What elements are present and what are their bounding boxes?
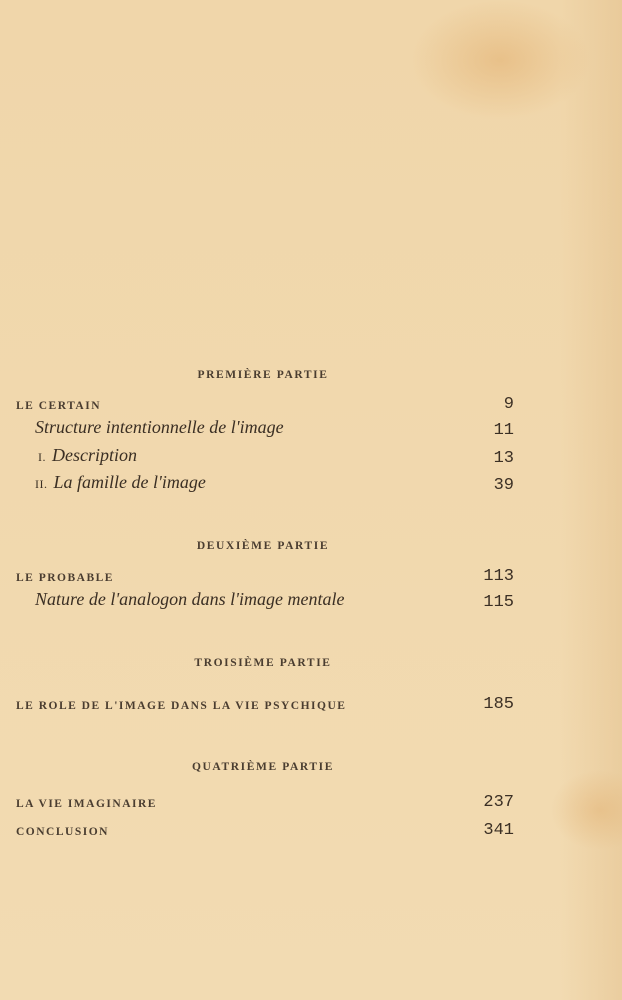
- toc-entry-conclusion: [0, 818, 622, 842]
- entry-label: CONCLUSION: [16, 826, 109, 838]
- entry-numeral: I.: [38, 450, 46, 464]
- entry-page-number: 341: [483, 821, 514, 840]
- part-heading-2: DEUXIÈME PARTIE: [196, 540, 330, 552]
- entry-page-number: 185: [483, 695, 514, 714]
- entry-label-group: [35, 472, 206, 493]
- entry-label-group: [38, 445, 137, 466]
- entry-page-number: 9: [503, 395, 514, 414]
- toc-entry-structure: [0, 418, 622, 442]
- part-heading-4: QUATRIÈME PARTIE: [191, 761, 334, 773]
- entry-numeral: II.: [35, 477, 48, 491]
- toc-entry-famille: [0, 473, 622, 497]
- entry-page-number: 11: [493, 421, 514, 440]
- part-heading-1: PREMIÈRE PARTIE: [197, 369, 329, 381]
- entry-label: La famille de l'image: [53, 472, 206, 492]
- entry-label: Nature de l'analogon dans l'image mentale: [35, 589, 345, 609]
- entry-label: LE PROBABLE: [16, 572, 114, 584]
- entry-page-number: 13: [493, 449, 514, 468]
- part-heading-3: TROISIÈME PARTIE: [194, 657, 332, 669]
- entry-label: Structure intentionnelle de l'image: [35, 417, 284, 437]
- entry-page-number: 39: [493, 476, 514, 495]
- entry-label: Description: [52, 445, 137, 465]
- entry-page-number: 237: [483, 793, 514, 812]
- toc-entry-role-image: [0, 692, 622, 716]
- toc-entry-description: [0, 446, 622, 470]
- toc-entry-nature-analogon: [0, 590, 622, 614]
- toc-entry-le-probable: [0, 564, 622, 588]
- toc-entry-le-certain: [0, 392, 622, 416]
- entry-label: LA VIE IMAGINAIRE: [16, 798, 157, 810]
- entry-page-number: 115: [483, 593, 514, 612]
- entry-page-number: 113: [483, 567, 514, 586]
- entry-label: LE ROLE DE L'IMAGE DANS LA VIE PSYCHIQUE: [16, 700, 347, 712]
- toc-entry-vie-imaginaire: [0, 790, 622, 814]
- entry-label: LE CERTAIN: [16, 400, 101, 412]
